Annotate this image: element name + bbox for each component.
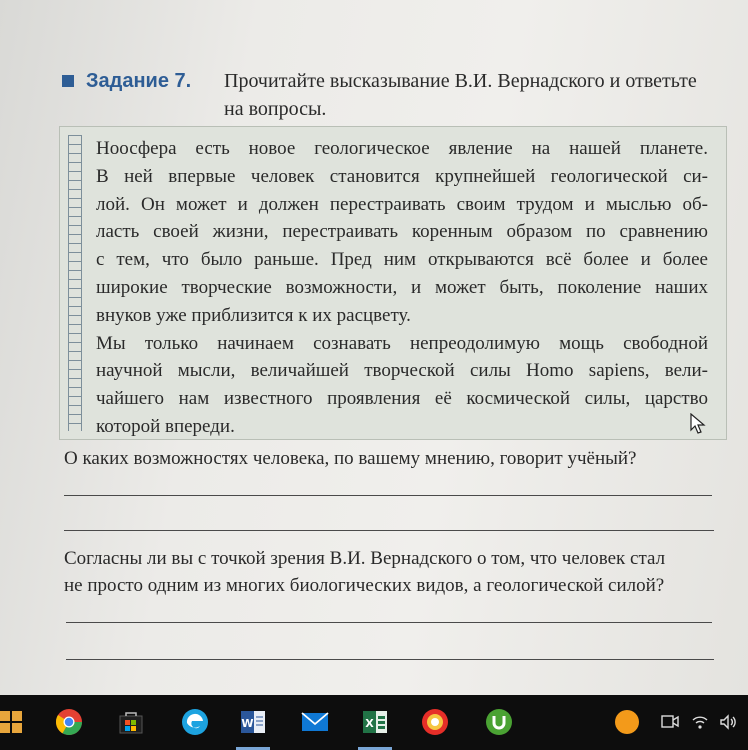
question-1-line: О каких возможностях человека, по вашему мнению, говорит учёный? (64, 448, 637, 469)
windows-start-icon[interactable] (0, 707, 26, 737)
answer-line (64, 530, 714, 531)
quote-line: научной мысли, величайшей творческой силы Homo sapiens, вели- (96, 360, 708, 382)
store-icon[interactable] (116, 707, 146, 737)
svg-text:X: X (365, 717, 374, 730)
question-2-line: Согласны ли вы с точкой зрения В.И. Вернадского о том, что человек стал (64, 548, 666, 569)
quote-line: Мы только начинаем сознавать непреодолимую мощь свободной (96, 332, 708, 354)
word-icon[interactable] (238, 707, 268, 737)
edge-icon[interactable] (180, 707, 210, 737)
quote-box (59, 126, 727, 440)
wifi-icon[interactable] (690, 707, 710, 737)
answer-line (66, 622, 712, 623)
volume-icon[interactable] (718, 707, 738, 737)
chrome-icon[interactable] (54, 707, 84, 737)
quote-line: широкие творческие возможности, и может быть, поколение наших (96, 276, 708, 298)
orange-app-icon[interactable] (612, 707, 642, 737)
quote-line: ласть своей жизни, перестраивать коренным образом по сравнению (96, 221, 708, 243)
question-1 (64, 445, 728, 472)
taskbar (0, 695, 748, 750)
task-bullet-icon (62, 75, 74, 87)
quote-border-marker-icon (68, 135, 82, 431)
utorrent-icon[interactable] (484, 707, 514, 737)
answer-line (64, 495, 712, 496)
task-instruction-line-2: на вопросы. (224, 98, 327, 120)
quote-line: внуков уже приблизится к их расцвету. (96, 304, 411, 326)
quote-line: с тем, что было раньше. Пред ним открываются всё более и более (96, 249, 708, 271)
excel-icon[interactable] (360, 707, 390, 737)
quote-line: которой впереди. (96, 415, 235, 437)
mouse-cursor-icon (690, 413, 706, 435)
answer-line (66, 659, 714, 660)
yandex-icon[interactable] (420, 707, 450, 737)
question-2 (64, 545, 728, 599)
quote-text (96, 135, 708, 441)
task-instruction-line-1: Прочитайте высказывание В.И. Вернадского и ответьте (224, 70, 697, 92)
quote-line: В ней впервые человек становится крупнейшей геологической си- (96, 165, 708, 187)
quote-line: Ноосфера есть новое геологическое явление на нашей планете. (96, 138, 708, 159)
svg-text:W: W (241, 717, 254, 730)
quote-line: лой. Он может и должен перестраивать своим трудом и мыслью об- (96, 193, 708, 215)
task-instruction (224, 67, 744, 123)
mail-icon[interactable] (300, 707, 330, 737)
question-2-line: не просто одним из многих биологических видов, а геологической силой? (64, 575, 665, 596)
quote-line: чайшего нам известного проявления её космической силы, царство (96, 388, 708, 410)
meet-icon[interactable] (660, 707, 680, 737)
task-label: Задание 7. (86, 70, 192, 92)
